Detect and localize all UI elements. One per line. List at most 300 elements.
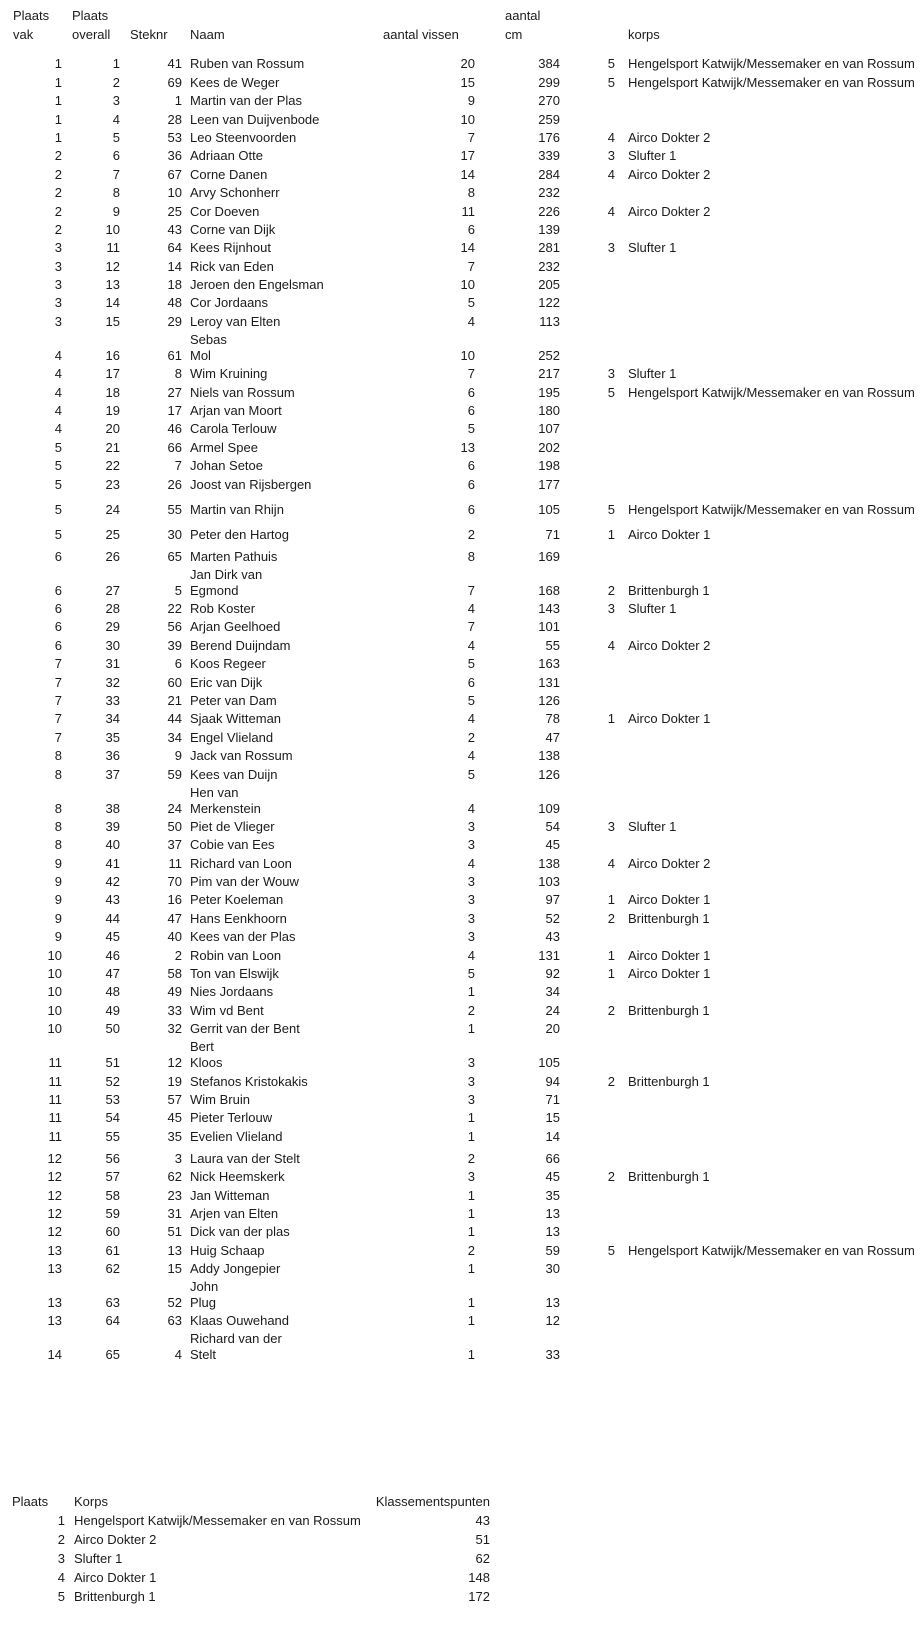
steknr-cell: 9 <box>174 748 182 764</box>
plaats-overall-cell: 50 <box>105 1021 120 1037</box>
aantal-cm-cell: 232 <box>538 258 560 274</box>
aantal-cm-cell: 71 <box>545 1091 560 1107</box>
naam-cell: Wim Kruining <box>190 366 268 382</box>
plaats-vak-cell: 8 <box>54 818 62 834</box>
aantal-vissen-cell: 6 <box>467 476 475 492</box>
aantal-cm-cell: 138 <box>538 748 560 764</box>
aantal-cm-cell: 139 <box>538 221 560 237</box>
plaats-overall-cell: 4 <box>112 111 120 127</box>
korps-cell: Slufter 1 <box>628 366 677 382</box>
aantal-vissen-cell: 1 <box>467 1313 475 1329</box>
korps-nr-cell: 1 <box>607 892 615 908</box>
aantal-cm-cell: 13 <box>545 1295 560 1311</box>
aantal-vissen-cell: 4 <box>467 711 475 727</box>
steknr-cell: 44 <box>167 711 182 727</box>
steknr-cell: 53 <box>167 129 182 145</box>
plaats-overall-cell: 17 <box>105 366 120 382</box>
korps-nr-cell: 2 <box>607 910 615 926</box>
aantal-cm-cell: 126 <box>538 766 560 782</box>
steknr-cell: 15 <box>167 1261 182 1277</box>
naam-cell: Arjan van Moort <box>190 403 282 419</box>
korps-nr-cell: 5 <box>607 74 615 90</box>
plaats-vak-cell: 12 <box>47 1150 62 1166</box>
aantal-vissen-cell: 4 <box>467 947 475 963</box>
plaats-vak-cell: 9 <box>54 855 62 871</box>
plaats-overall-cell: 21 <box>105 439 120 455</box>
steknr-cell: 66 <box>167 439 182 455</box>
table-row <box>0 945 920 963</box>
plaats-vak-cell: 4 <box>54 421 62 437</box>
aantal-cm-cell: 169 <box>538 548 560 564</box>
table-row <box>0 128 920 146</box>
aantal-vissen-cell: 6 <box>467 221 475 237</box>
header-plaats-vak: Plaats vak <box>13 8 50 42</box>
plaats-vak-cell: 12 <box>47 1187 62 1203</box>
aantal-cm-cell: 299 <box>538 74 560 90</box>
plaats-vak-cell: 8 <box>54 800 62 816</box>
plaats-vak-cell: 12 <box>47 1205 62 1221</box>
aantal-cm-cell: 252 <box>538 347 560 363</box>
table-row <box>0 1019 920 1037</box>
korps-nr-cell: 3 <box>607 366 615 382</box>
plaats-vak-cell: 4 <box>54 366 62 382</box>
korps-row <box>0 1567 920 1586</box>
table-row <box>0 256 920 274</box>
header-steknr: Steknr <box>130 27 168 42</box>
naam-cell: Wim vd Bent <box>190 1002 264 1018</box>
aantal-cm-cell: 101 <box>538 619 560 635</box>
aantal-cm-cell: 195 <box>538 384 560 400</box>
korps-name-cell: Airco Dokter 1 <box>74 1570 157 1586</box>
aantal-vissen-cell: 14 <box>460 240 475 256</box>
korps-nr-cell: 1 <box>607 966 615 982</box>
steknr-cell: 33 <box>167 1002 182 1018</box>
table-row <box>0 1259 920 1277</box>
plaats-overall-cell: 25 <box>105 526 120 542</box>
plaats-overall-cell: 1 <box>112 56 120 72</box>
plaats-overall-cell: 23 <box>105 476 120 492</box>
table-row <box>0 672 920 690</box>
steknr-cell: 1 <box>174 93 182 109</box>
steknr-cell: 41 <box>167 56 182 72</box>
table-row <box>0 872 920 890</box>
steknr-cell: 27 <box>167 384 182 400</box>
aantal-cm-cell: 43 <box>545 929 560 945</box>
header-aantal-cm: aantal cm <box>505 8 541 42</box>
steknr-cell: 57 <box>167 1091 182 1107</box>
naam-cell: Jack van Rossum <box>190 748 293 764</box>
naam-cell <box>182 1039 375 1071</box>
korps-nr-cell: 2 <box>607 1073 615 1089</box>
aantal-cm-cell: 176 <box>538 129 560 145</box>
aantal-cm-cell: 198 <box>538 458 560 474</box>
steknr-cell: 17 <box>167 403 182 419</box>
plaats-vak-cell: 7 <box>54 674 62 690</box>
korps-plaats-cell: 3 <box>57 1551 65 1567</box>
plaats-overall-cell: 53 <box>105 1091 120 1107</box>
aantal-vissen-cell: 7 <box>467 129 475 145</box>
plaats-vak-cell: 9 <box>54 929 62 945</box>
aantal-vissen-cell: 6 <box>467 384 475 400</box>
aantal-vissen-cell: 7 <box>467 366 475 382</box>
naam-wrap-line: Jan Dirk van <box>190 566 263 582</box>
korps-cell: Airco Dokter 1 <box>628 711 711 727</box>
plaats-overall-cell: 12 <box>105 258 120 274</box>
plaats-overall-cell: 31 <box>105 656 120 672</box>
korps-cell: Slufter 1 <box>628 600 677 616</box>
naam-cell: Robin van Loon <box>190 947 282 963</box>
aantal-cm-cell: 168 <box>538 582 560 598</box>
aantal-cm-cell: 113 <box>539 313 560 329</box>
steknr-cell: 59 <box>167 766 182 782</box>
steknr-cell: 39 <box>167 637 182 653</box>
plaats-overall-cell: 35 <box>105 729 120 745</box>
naam-cell: Peter Koeleman <box>190 892 284 908</box>
plaats-vak-cell: 3 <box>54 258 62 274</box>
plaats-vak-cell: 7 <box>54 656 62 672</box>
table-row <box>0 908 920 926</box>
steknr-cell: 30 <box>167 526 182 542</box>
plaats-vak-cell: 10 <box>47 1021 62 1037</box>
plaats-vak-cell: 10 <box>47 1002 62 1018</box>
table-row <box>0 964 920 982</box>
korps-cell: Airco Dokter 2 <box>628 129 711 145</box>
plaats-overall-cell: 11 <box>106 240 120 256</box>
plaats-vak-cell: 11 <box>48 1073 62 1089</box>
plaats-vak-cell: 4 <box>54 347 62 363</box>
steknr-cell: 19 <box>167 1073 182 1089</box>
naam-cell: Rob Koster <box>190 600 256 616</box>
naam-wrap-line: John <box>190 1279 219 1295</box>
plaats-vak-cell: 8 <box>54 748 62 764</box>
korps-cell: Airco Dokter 1 <box>628 526 711 542</box>
aantal-vissen-cell: 10 <box>460 347 475 363</box>
table-row <box>0 783 920 817</box>
table-row <box>0 1185 920 1203</box>
plaats-overall-cell: 49 <box>105 1002 120 1018</box>
naam-cell: Nick Heemskerk <box>190 1169 285 1185</box>
naam-cell: Martin van Rhijn <box>190 501 284 517</box>
table-row <box>0 164 920 182</box>
aantal-vissen-cell: 8 <box>467 548 475 564</box>
steknr-cell: 63 <box>167 1313 182 1329</box>
plaats-overall-cell: 29 <box>105 619 120 635</box>
aantal-vissen-cell: 3 <box>467 1073 475 1089</box>
naam-cell: Stefanos Kristokakis <box>190 1073 308 1089</box>
naam-wrap-line: Bert <box>190 1039 214 1055</box>
aantal-cm-cell: 138 <box>538 855 560 871</box>
aantal-vissen-cell: 6 <box>467 403 475 419</box>
korps-nr-cell: 4 <box>607 203 615 219</box>
plaats-vak-cell: 10 <box>47 947 62 963</box>
korps-cell: Hengelsport Katwijk/Messemaker en van Rossum <box>628 501 915 517</box>
plaats-vak-cell: 11 <box>48 1128 62 1144</box>
aantal-vissen-cell: 7 <box>467 258 475 274</box>
naam-wrap-line: Sebas <box>190 331 227 347</box>
plaats-overall-cell: 64 <box>105 1313 120 1329</box>
aantal-vissen-cell: 1 <box>467 1295 475 1311</box>
plaats-overall-cell: 63 <box>105 1295 120 1311</box>
korps-nr-cell: 3 <box>607 600 615 616</box>
individual-table-header <box>0 6 920 44</box>
table-row <box>0 890 920 908</box>
aantal-cm-cell: 15 <box>545 1110 560 1126</box>
plaats-vak-cell: 7 <box>54 729 62 745</box>
naam-cell: Huig Schaap <box>190 1242 265 1258</box>
steknr-cell: 50 <box>167 818 182 834</box>
aantal-cm-cell: 143 <box>538 600 560 616</box>
plaats-overall-cell: 26 <box>105 548 120 564</box>
table-row <box>0 518 920 543</box>
naam-wrap-line: Stelt <box>190 1347 217 1363</box>
plaats-vak-cell: 8 <box>54 766 62 782</box>
aantal-cm-cell: 94 <box>545 1073 560 1089</box>
plaats-vak-cell: 13 <box>47 1261 62 1277</box>
korps-nr-cell: 4 <box>607 166 615 182</box>
naam-cell: Johan Setoe <box>190 458 264 474</box>
naam-cell: Marten Pathuis <box>190 548 278 564</box>
naam-cell: Cobie van Ees <box>190 837 275 853</box>
aantal-cm-cell: 232 <box>538 185 560 201</box>
korps-punten-cell: 51 <box>475 1532 490 1548</box>
table-row <box>0 927 920 945</box>
plaats-overall-cell: 55 <box>105 1128 120 1144</box>
aantal-vissen-cell: 6 <box>467 501 475 517</box>
plaats-overall-cell: 44 <box>105 910 120 926</box>
steknr-cell: 51 <box>167 1224 182 1240</box>
table-row <box>0 364 920 382</box>
table-row <box>0 1240 920 1258</box>
aantal-vissen-cell: 13 <box>460 439 475 455</box>
aantal-vissen-cell: 5 <box>467 966 475 982</box>
plaats-overall-cell: 32 <box>105 674 120 690</box>
table-row <box>0 293 920 311</box>
korps-name-cell: Airco Dokter 2 <box>74 1532 157 1548</box>
table-row <box>0 72 920 90</box>
korps-table-header <box>0 1491 920 1510</box>
aantal-vissen-cell: 7 <box>467 619 475 635</box>
aantal-cm-cell: 281 <box>538 240 560 256</box>
korps-name-cell: Brittenburgh 1 <box>74 1589 156 1605</box>
aantal-vissen-cell: 1 <box>467 1021 475 1037</box>
aantal-cm-cell: 105 <box>538 501 560 517</box>
plaats-vak-cell: 2 <box>54 203 62 219</box>
header-korps-name: Korps <box>74 1494 108 1510</box>
table-row <box>0 835 920 853</box>
plaats-vak-cell: 1 <box>54 111 62 127</box>
aantal-vissen-cell: 3 <box>467 1169 475 1185</box>
naam-cell <box>182 1279 375 1311</box>
korps-cell: Hengelsport Katwijk/Messemaker en van Rossum <box>628 56 915 72</box>
plaats-vak-cell: 11 <box>48 1091 62 1107</box>
aantal-vissen-cell: 2 <box>467 1150 475 1166</box>
naam-cell: Cor Doeven <box>190 203 260 219</box>
naam-cell: Leroy van Elten <box>190 313 281 329</box>
aantal-cm-cell: 13 <box>545 1224 560 1240</box>
table-row <box>0 982 920 1000</box>
aantal-vissen-cell: 3 <box>467 837 475 853</box>
steknr-cell: 23 <box>167 1187 182 1203</box>
plaats-overall-cell: 22 <box>105 458 120 474</box>
aantal-cm-cell: 12 <box>545 1313 560 1329</box>
table-row <box>0 1167 920 1185</box>
aantal-vissen-cell: 2 <box>467 1002 475 1018</box>
table-row <box>0 1037 920 1071</box>
header-korps: korps <box>628 27 660 42</box>
aantal-cm-cell: 45 <box>545 837 560 853</box>
steknr-cell: 55 <box>167 501 182 517</box>
plaats-overall-cell: 38 <box>105 800 120 816</box>
korps-nr-cell: 5 <box>607 56 615 72</box>
aantal-cm-cell: 131 <box>538 674 560 690</box>
plaats-vak-cell: 10 <box>47 966 62 982</box>
naam-wrap-line: Merkenstein <box>190 800 261 816</box>
table-row <box>0 437 920 455</box>
steknr-cell: 69 <box>167 74 182 90</box>
naam-cell: Gerrit van der Bent <box>190 1021 300 1037</box>
table-row <box>0 91 920 109</box>
plaats-vak-cell: 11 <box>48 1055 62 1071</box>
naam-wrap-line: Kloos <box>190 1055 223 1071</box>
naam-cell: Klaas Ouwehand <box>190 1313 290 1329</box>
steknr-cell: 11 <box>168 855 182 871</box>
steknr-cell: 4 <box>174 1347 182 1363</box>
korps-name-cell: Hengelsport Katwijk/Messemaker en van Rossum <box>74 1513 361 1529</box>
steknr-cell: 47 <box>167 910 182 926</box>
aantal-vissen-cell: 1 <box>467 1224 475 1240</box>
plaats-overall-cell: 54 <box>105 1110 120 1126</box>
korps-nr-cell: 2 <box>607 1169 615 1185</box>
naam-cell <box>182 567 375 599</box>
korps-cell: Airco Dokter 1 <box>628 892 711 908</box>
plaats-vak-cell: 6 <box>54 548 62 564</box>
naam-cell: Rick van Eden <box>190 258 274 274</box>
aantal-cm-cell: 20 <box>545 1021 560 1037</box>
plaats-vak-cell: 6 <box>54 619 62 635</box>
plaats-overall-cell: 62 <box>105 1261 120 1277</box>
aantal-cm-cell: 180 <box>538 403 560 419</box>
aantal-cm-cell: 30 <box>545 1261 560 1277</box>
plaats-overall-cell: 59 <box>105 1205 120 1221</box>
aantal-cm-cell: 13 <box>545 1205 560 1221</box>
korps-cell: Hengelsport Katwijk/Messemaker en van Rossum <box>628 384 915 400</box>
table-row <box>0 654 920 672</box>
plaats-overall-cell: 34 <box>105 711 120 727</box>
table-row <box>0 330 920 364</box>
naam-cell: Addy Jongepier <box>190 1261 281 1277</box>
plaats-overall-cell: 7 <box>112 166 120 182</box>
table-row <box>0 617 920 635</box>
naam-cell: Corne van Dijk <box>190 221 276 237</box>
table-row <box>0 419 920 437</box>
naam-cell: Arjen van Elten <box>190 1205 279 1221</box>
table-row <box>0 709 920 727</box>
plaats-vak-cell: 5 <box>54 458 62 474</box>
plaats-vak-cell: 1 <box>54 74 62 90</box>
steknr-cell: 62 <box>167 1169 182 1185</box>
aantal-cm-cell: 59 <box>545 1242 560 1258</box>
korps-nr-cell: 3 <box>607 240 615 256</box>
header-aantal-vissen: aantal vissen <box>383 27 459 42</box>
aantal-cm-cell: 339 <box>538 148 560 164</box>
aantal-cm-cell: 97 <box>545 892 560 908</box>
korps-row <box>0 1548 920 1567</box>
aantal-cm-cell: 202 <box>538 439 560 455</box>
aantal-vissen-cell: 3 <box>467 1091 475 1107</box>
korps-nr-cell: 1 <box>607 947 615 963</box>
aantal-cm-cell: 103 <box>538 874 560 890</box>
steknr-cell: 26 <box>167 476 182 492</box>
table-row <box>0 201 920 219</box>
plaats-overall-cell: 14 <box>105 295 120 311</box>
plaats-vak-cell: 9 <box>54 910 62 926</box>
aantal-vissen-cell: 15 <box>460 74 475 90</box>
steknr-cell: 29 <box>167 313 182 329</box>
steknr-cell: 13 <box>167 1242 182 1258</box>
aantal-vissen-cell: 1 <box>467 1261 475 1277</box>
plaats-overall-cell: 39 <box>105 818 120 834</box>
aantal-vissen-cell: 2 <box>467 729 475 745</box>
aantal-vissen-cell: 3 <box>467 910 475 926</box>
korps-cell: Hengelsport Katwijk/Messemaker en van Rossum <box>628 74 915 90</box>
naam-cell: Evelien Vlieland <box>190 1128 283 1144</box>
steknr-cell: 8 <box>174 366 182 382</box>
naam-cell: Nies Jordaans <box>190 984 274 1000</box>
aantal-cm-cell: 45 <box>545 1169 560 1185</box>
korps-standings-table <box>0 1491 920 1605</box>
korps-cell: Brittenburgh 1 <box>628 582 710 598</box>
plaats-overall-cell: 8 <box>112 185 120 201</box>
header-klassementspunten: Klassementspunten <box>375 1494 490 1510</box>
steknr-cell: 12 <box>167 1055 182 1071</box>
korps-nr-cell: 5 <box>607 1242 615 1258</box>
steknr-cell: 36 <box>167 148 182 164</box>
plaats-vak-cell: 6 <box>54 637 62 653</box>
plaats-overall-cell: 6 <box>112 148 120 164</box>
aantal-vissen-cell: 5 <box>467 295 475 311</box>
table-row <box>0 1108 920 1126</box>
naam-cell <box>182 1331 375 1363</box>
aantal-vissen-cell: 14 <box>460 166 475 182</box>
aantal-vissen-cell: 1 <box>467 984 475 1000</box>
steknr-cell: 10 <box>167 185 182 201</box>
korps-cell: Airco Dokter 2 <box>628 637 711 653</box>
plaats-overall-cell: 27 <box>105 582 120 598</box>
plaats-vak-cell: 13 <box>47 1295 62 1311</box>
table-row <box>0 635 920 653</box>
table-row <box>0 311 920 329</box>
steknr-cell: 46 <box>167 421 182 437</box>
plaats-overall-cell: 18 <box>105 384 120 400</box>
naam-cell: Kees de Weger <box>190 74 280 90</box>
plaats-vak-cell: 12 <box>47 1224 62 1240</box>
plaats-vak-cell: 14 <box>47 1347 62 1363</box>
plaats-overall-cell: 9 <box>112 203 120 219</box>
plaats-overall-cell: 58 <box>105 1187 120 1203</box>
korps-row <box>0 1510 920 1529</box>
plaats-overall-cell: 36 <box>105 748 120 764</box>
steknr-cell: 3 <box>174 1150 182 1166</box>
plaats-vak-cell: 6 <box>54 600 62 616</box>
aantal-cm-cell: 24 <box>545 1002 560 1018</box>
plaats-overall-cell: 57 <box>105 1169 120 1185</box>
naam-cell: Eric van Dijk <box>190 674 263 690</box>
aantal-cm-cell: 47 <box>545 729 560 745</box>
aantal-vissen-cell: 5 <box>467 656 475 672</box>
table-row <box>0 853 920 871</box>
plaats-vak-cell: 6 <box>54 582 62 598</box>
table-row <box>0 817 920 835</box>
